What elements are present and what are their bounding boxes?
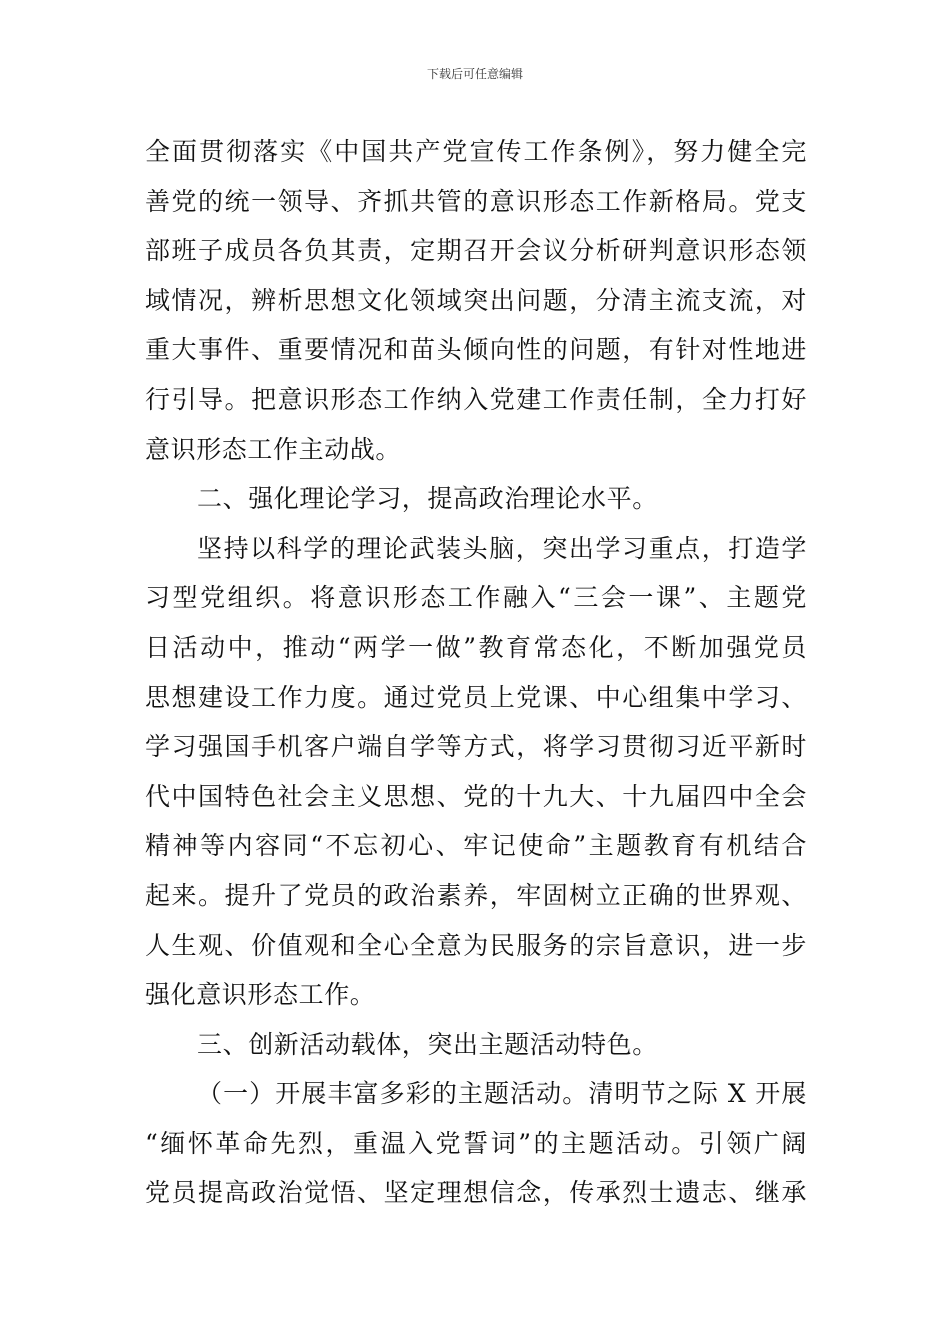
text-line: 代中国特色社会主义思想、党的十九大、十九届四中全会: [145, 781, 807, 811]
text-line: 人生观、价值观和全心全意为民服务的宗旨意识，进一步: [145, 930, 807, 960]
text-line: 善党的统一领导、齐抓共管的意识形态工作新格局。党支: [145, 186, 807, 216]
text-line: 学习强国手机客户端自学等方式，将学习贯彻习近平新时: [145, 732, 807, 762]
text-line: 思想建设工作力度。通过党员上党课、中心组集中学习、: [145, 682, 807, 712]
section-heading: 二、强化理论学习，提高政治理论水平。: [197, 484, 658, 514]
text-line: 起来。提升了党员的政治素养，牢固树立正确的世界观、: [145, 880, 807, 910]
text-line: 坚持以科学的理论武装头脑，突出学习重点，打造学: [197, 533, 807, 563]
page-header-note: 下载后可任意编辑: [426, 67, 523, 81]
text-line: 重大事件、重要情况和苗头倾向性的问题，有针对性地进: [145, 335, 807, 365]
text-line: 行引导。把意识形态工作纳入党建工作责任制，全力打好: [145, 384, 807, 414]
text-line: 习型党组织。将意识形态工作融入“三会一课”、主题党: [145, 583, 807, 613]
document-body: [145, 127, 807, 1218]
text-line: 强化意识形态工作。: [145, 980, 376, 1010]
subsection-line: （一）开展丰富多彩的主题活动。清明节之际 X 开展: [197, 1079, 807, 1109]
text-line: 全面贯彻落实《中国共产党宣传工作条例》，努力健全完: [145, 137, 807, 166]
text-line: “缅怀革命先烈，重温入党誓词”的主题活动。引领广阔: [145, 1128, 807, 1158]
text-line: 日活动中，推动“两学一做”教育常态化，不断加强党员: [145, 632, 807, 662]
text-line: 精神等内容同“不忘初心、牢记使命”主题教育有机结合: [145, 831, 807, 861]
text-line: 意识形态工作主动战。: [145, 434, 402, 464]
text-line: 部班子成员各负其责，定期召开会议分析研判意识形态领: [145, 236, 807, 266]
text-line: 域情况，辨析思想文化领域突出问题，分清主流支流，对: [145, 285, 807, 315]
text-line: 党员提高政治觉悟、坚定理想信念，传承烈士遗志、继承: [145, 1178, 807, 1208]
section-heading: 三、创新活动载体，突出主题活动特色。: [197, 1029, 658, 1059]
